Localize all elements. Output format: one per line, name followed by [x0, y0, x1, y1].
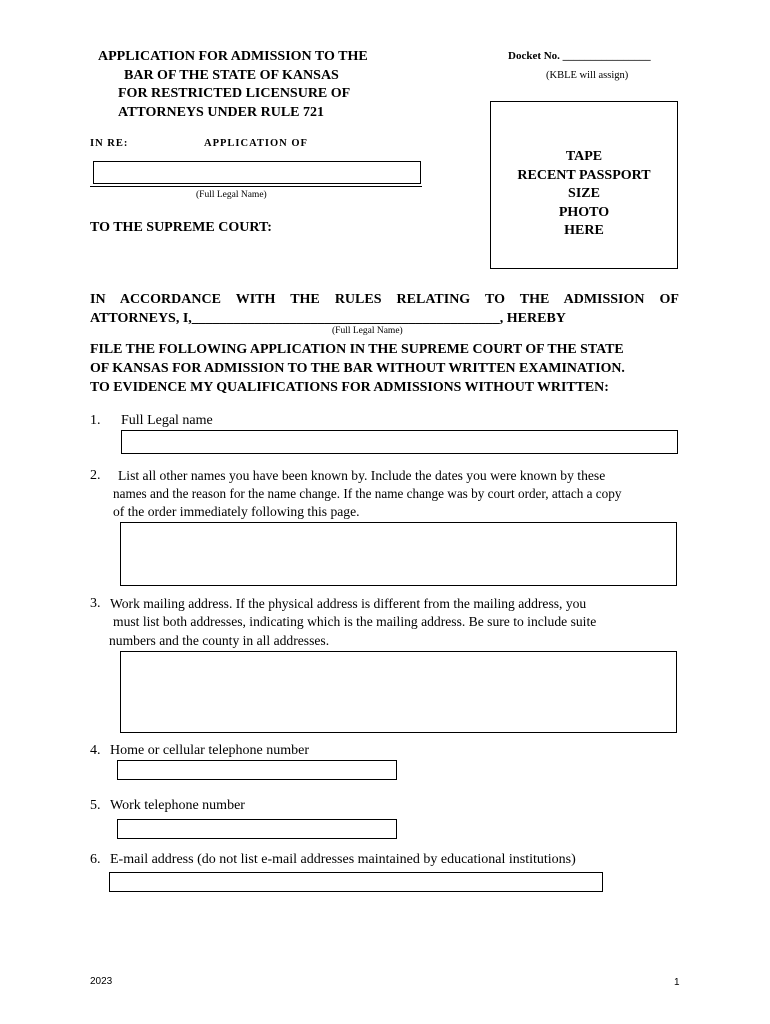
form-title-line-4: ATTORNEYS UNDER RULE 721 — [118, 105, 325, 120]
question-4-number: 4. — [90, 743, 101, 758]
declaration-text: IN ACCORDANCE WITH THE RULES RELATING TO THE ADMISSION OF — [90, 292, 679, 307]
docket-number-label: Docket No. ________________ — [508, 50, 651, 62]
application-of-label: APPLICATION OF — [204, 138, 308, 149]
declaration-line-1 — [90, 290, 679, 309]
form-title-line-2: BAR OF THE STATE OF KANSAS — [124, 68, 339, 83]
form-title-line-3: FOR RESTRICTED LICENSURE OF — [118, 86, 351, 101]
question-3-line-2: must list both addresses, indicating which is the mailing address. Be sure to include suite — [113, 614, 597, 629]
photo-instruction-line: PHOTO — [558, 204, 610, 220]
home-phone-input[interactable] — [117, 760, 397, 780]
declaration-line-3: FILE THE FOLLOWING APPLICATION IN THE SUPREME COURT OF THE STATE — [90, 342, 624, 357]
declaration-name-blank[interactable]: ____________________________________________ — [191, 311, 500, 326]
photo-instruction-line: TAPE — [565, 149, 603, 164]
question-3-line-1: Work mailing address. If the physical address is different from the mailing address, you — [110, 596, 587, 611]
form-title-line-1: APPLICATION FOR ADMISSION TO THE — [98, 49, 368, 64]
declaration-text: ATTORNEYS, I, — [90, 311, 192, 326]
question-5-label: Work telephone number — [110, 798, 245, 813]
question-6-number: 6. — [90, 852, 101, 867]
question-4-label: Home or cellular telephone number — [110, 743, 310, 758]
photo-instruction-line: HERE — [564, 223, 604, 238]
docket-note: (KBLE will assign) — [546, 70, 629, 81]
question-5-number: 5. — [90, 798, 101, 813]
full-legal-name-caption: (Full Legal Name) — [196, 190, 267, 200]
declaration-name-caption: (Full Legal Name) — [332, 326, 403, 336]
page-number: 1 — [674, 977, 680, 988]
question-2-line-3: of the order immediately following this page. — [113, 504, 360, 519]
question-3-line-3: numbers and the county in all addresses. — [109, 633, 330, 648]
question-2-line-2: names and the reason for the name change. If the name change was by court order, attach a copy — [113, 486, 622, 501]
footer-year: 2023 — [90, 976, 113, 987]
photo-instruction — [491, 148, 677, 241]
declaration-line-4: OF KANSAS FOR ADMISSION TO THE BAR WITHOUT WRITTEN EXAMINATION. — [90, 361, 625, 376]
to-supreme-court-heading: TO THE SUPREME COURT: — [90, 220, 272, 235]
declaration-line-5: TO EVIDENCE MY QUALIFICATIONS FOR ADMISSIONS WITHOUT WRITTEN: — [90, 380, 609, 395]
photo-instruction-line: SIZE — [568, 186, 600, 201]
question-2-number: 2. — [90, 468, 101, 483]
question-1-number: 1. — [90, 413, 101, 428]
question-2-line-1: List all other names you have been known by. Include the dates you were known by these — [118, 468, 606, 483]
work-mailing-address-textarea[interactable] — [120, 651, 677, 733]
work-phone-input[interactable] — [117, 819, 397, 839]
in-re-label: IN RE: — [90, 138, 129, 149]
declaration-line-2 — [90, 309, 566, 328]
full-legal-name-input[interactable] — [121, 430, 678, 454]
other-names-textarea[interactable] — [120, 522, 677, 586]
name-field-underline — [90, 186, 422, 187]
passport-photo-box — [490, 101, 678, 269]
email-input[interactable] — [109, 872, 603, 892]
question-6-label: E-mail address (do not list e-mail addresses maintained by educational institutions) — [110, 852, 576, 867]
question-3-number: 3. — [90, 596, 101, 611]
declaration-text: , HEREBY — [499, 311, 566, 326]
question-1-label: Full Legal name — [121, 413, 213, 428]
applicant-name-field[interactable] — [93, 161, 421, 184]
photo-instruction-line: RECENT PASSPORT — [517, 167, 651, 183]
